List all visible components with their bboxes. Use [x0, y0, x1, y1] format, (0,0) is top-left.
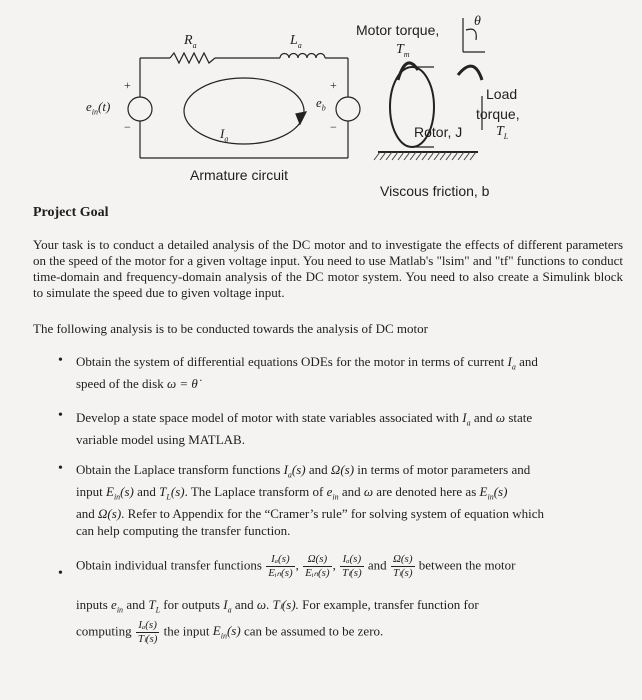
bullet-dot-3: •: [58, 461, 63, 476]
theta-label: θ: [474, 14, 481, 29]
load-label-2: torque,: [476, 106, 520, 122]
la-label: $L_a$: [290, 33, 302, 50]
inductor: [280, 54, 325, 59]
tm-label: $T_m$: [396, 42, 410, 59]
resistor: [170, 53, 215, 63]
motor-torque-label: Motor torque,: [356, 22, 440, 38]
theta-arc: [466, 29, 476, 40]
bullet-2: Develop a state space model of motor with state variables associated with $I_a$ and ω state variable model using MATLAB.: [76, 410, 533, 448]
minus-right: −: [330, 120, 337, 134]
plus-left: +: [124, 78, 131, 92]
plus-right: +: [330, 78, 337, 92]
current-arrow: [296, 112, 306, 124]
tf-ia-ein: $\frac{\text{Iₐ(s)}}{\text{Eᵢₙ(s)}}$: [268, 553, 293, 579]
armature-label: Armature circuit: [190, 167, 289, 183]
bullet-4: Obtain individual transfer functions $\frac{\text{Iₐ(s)}}{\text{Eᵢₙ(s)}}$ , $\frac{\Omega(s)}{\text{Eᵢₙ(s)}}$ , $\frac{\text{Iₐ(s)}}{\text{Tₗ(s)}}$ and $\frac{\Omega(s)}{\text{Tₗ(s)}}$ between the motor: [76, 553, 516, 579]
load-torque-arrow: [458, 66, 482, 80]
ra-label: $R_a$: [184, 33, 197, 50]
back-emf-source: [336, 97, 360, 121]
voltage-source-left: [128, 97, 152, 121]
current-loop: [184, 78, 304, 144]
bullet-3: Obtain the Laplace transform functions $I_a(s)$ and Ω(s) in terms of motor parameters and input $E_{in}(s)$ and $T_L(s)$. The Laplace transform of $e_{in}$ and ω are denoted here as $E_{in}(s)$ and Ω(s). Refer to Appendix for the “Cramer’s rule” for solving system of equation which can help computing the transfer function.: [76, 462, 545, 538]
dc-motor-diagram: [0, 0, 642, 205]
project-goal-heading: Project Goal: [33, 205, 109, 220]
ground-hatch: [374, 152, 476, 160]
ia-label: $I_a$: [220, 126, 229, 144]
eb-label: $e_b$: [316, 95, 326, 113]
ein-label: $e_{in}(t)$: [86, 99, 111, 117]
bullet-4-line-2: inputs $e_{in}$ and $T_L$ for outputs $I_a$ and ω. Tₗ(s). For example, transfer function for: [76, 597, 479, 615]
tf-omega-ein: $\frac{\Omega(s)}{\text{Eᵢₙ(s)}}$: [305, 553, 330, 579]
analysis-intro: The following analysis is to be conducted towards the analysis of DC motor: [33, 321, 428, 336]
minus-left: −: [124, 120, 131, 134]
load-label-1: Load: [486, 86, 518, 102]
bullet-dot-4: •: [58, 566, 63, 581]
bullet-1: Obtain the system of differential equations ODEs for the motor in terms of current $I_a$ and speed of the disk ω = θ̇: [76, 354, 538, 392]
bullet-dot-1: •: [58, 353, 63, 368]
tl-label: $T_L$: [496, 124, 509, 141]
tf-ia-tl-example: $\frac{\text{Iₐ(s)}}{\text{Tₗ(s)}}$: [137, 619, 158, 645]
motor-torque-arrow: [398, 63, 418, 80]
bullet-dot-2: •: [58, 408, 63, 423]
rotor-label: Rotor, J: [414, 124, 463, 140]
goal-paragraph: Your task is to conduct a detailed analysis of the DC motor and to investigate the effects of different parameters on the speed of the motor for a given voltage input. You need to use Matlab's "lsim" and "tf" functions to conduct time-domain and frequency-domain analysis of the DC motor system. You need to also create a Simulink block to simulate the speed due to given voltage input.: [33, 237, 623, 300]
viscous-friction-label: Viscous friction, b: [380, 183, 490, 199]
bullet-4-line-3: computing $\frac{\text{Iₐ(s)}}{\text{Tₗ(s)}}$ the input $E_{in}(s)$ can be assumed to be zero.: [76, 619, 384, 645]
tf-ia-tl: $\frac{\text{Iₐ(s)}}{\text{Tₗ(s)}}$: [342, 553, 362, 579]
tf-omega-tl: $\frac{\Omega(s)}{\text{Tₗ(s)}}$: [392, 553, 413, 579]
